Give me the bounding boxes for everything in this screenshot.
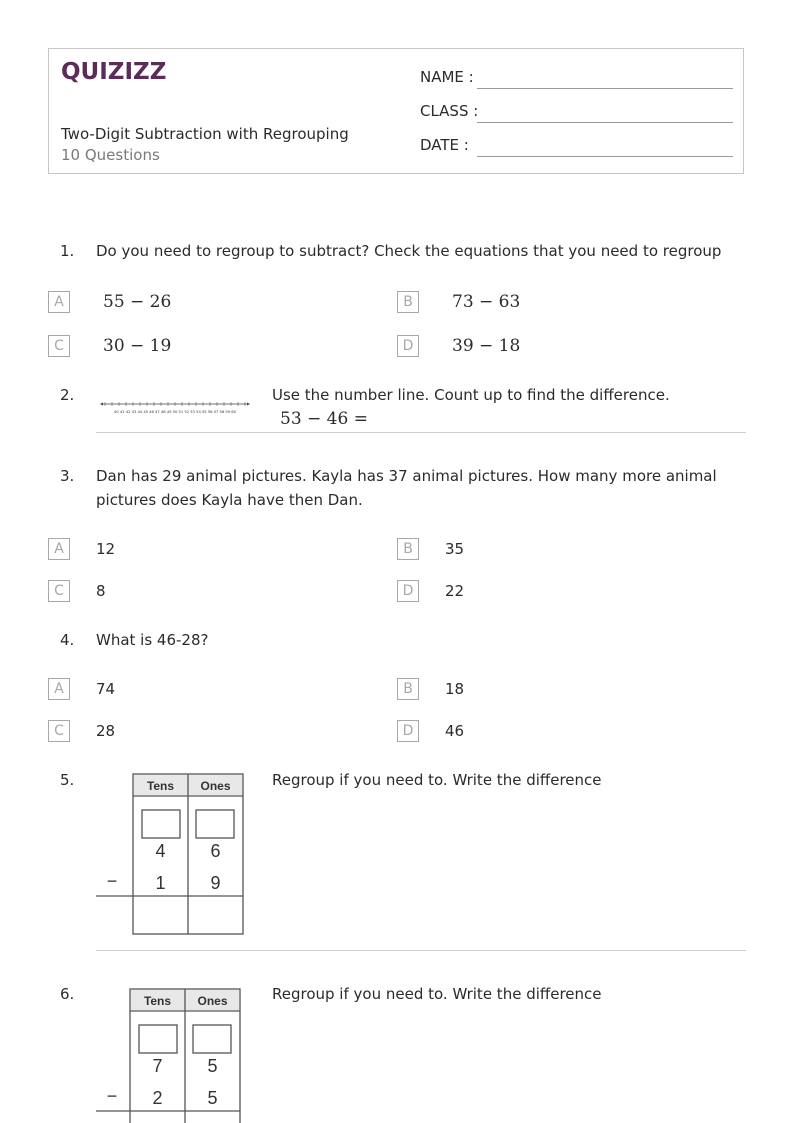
place-value-table bbox=[96, 772, 246, 937]
math-expression: 53 − 46 = bbox=[280, 409, 368, 429]
question-number: 1. bbox=[60, 242, 75, 260]
worksheet-title: Two-Digit Subtraction with Regrouping bbox=[61, 125, 349, 143]
question-text: What is 46-28? bbox=[96, 631, 209, 649]
option-text-d: 22 bbox=[445, 582, 465, 600]
tens-bottom-digit: 1 bbox=[155, 873, 166, 893]
ones-top-digit: 6 bbox=[210, 841, 221, 861]
option-text-d: 46 bbox=[445, 722, 465, 740]
option-box-c[interactable]: C bbox=[48, 720, 70, 742]
number-line-image bbox=[100, 398, 250, 418]
number-line-labels: 40 41 42 43 44 45 46 47 48 49 50 51 52 53 54 55 56 57 58 59 60 bbox=[114, 410, 236, 414]
ones-bottom-digit: 5 bbox=[207, 1088, 218, 1108]
minus-sign: − bbox=[106, 871, 118, 891]
ones-bottom-digit: 9 bbox=[210, 873, 221, 893]
option-text-a: 74 bbox=[96, 680, 116, 698]
minus-sign: − bbox=[106, 1086, 118, 1106]
question-number: 5. bbox=[60, 771, 75, 789]
option-box-d[interactable]: D bbox=[397, 720, 419, 742]
ones-header: Ones bbox=[200, 779, 231, 793]
tens-bottom-digit: 2 bbox=[152, 1088, 163, 1108]
question-text: Use the number line. Count up to find the difference. bbox=[272, 386, 670, 404]
option-box-a[interactable]: A bbox=[48, 538, 70, 560]
option-text-b: 73 − 63 bbox=[452, 292, 521, 312]
class-line[interactable] bbox=[477, 122, 733, 123]
question-text: Regroup if you need to. Write the difference bbox=[272, 771, 602, 789]
tens-top-digit: 4 bbox=[155, 841, 166, 861]
option-text-c: 28 bbox=[96, 722, 116, 740]
option-box-a[interactable]: A bbox=[48, 291, 70, 313]
option-text-d: 39 − 18 bbox=[452, 336, 521, 356]
option-box-d[interactable]: D bbox=[397, 580, 419, 602]
option-box-a[interactable]: A bbox=[48, 678, 70, 700]
place-value-table bbox=[96, 987, 246, 1123]
option-box-c[interactable]: C bbox=[48, 335, 70, 357]
option-box-b[interactable]: B bbox=[397, 538, 419, 560]
question-number: 3. bbox=[60, 467, 75, 485]
tens-header: Tens bbox=[146, 779, 175, 793]
question-text-line2: pictures does Kayla have then Dan. bbox=[96, 491, 363, 509]
question-number: 6. bbox=[60, 985, 75, 1003]
regroup-box-ones[interactable] bbox=[193, 1025, 231, 1053]
option-text-c: 8 bbox=[96, 582, 106, 600]
regroup-box-ones[interactable] bbox=[196, 810, 234, 838]
question-text: Regroup if you need to. Write the difference bbox=[272, 985, 602, 1003]
option-box-d[interactable]: D bbox=[397, 335, 419, 357]
regroup-box-tens[interactable] bbox=[139, 1025, 177, 1053]
class-label: CLASS : bbox=[420, 102, 479, 120]
option-text-c: 30 − 19 bbox=[103, 336, 172, 356]
option-text-a: 55 − 26 bbox=[103, 292, 172, 312]
ones-top-digit: 5 bbox=[207, 1056, 218, 1076]
answer-line[interactable] bbox=[96, 432, 746, 433]
question-text-line1: Dan has 29 animal pictures. Kayla has 37 animal pictures. How many more animal bbox=[96, 467, 717, 485]
regroup-box-tens[interactable] bbox=[142, 810, 180, 838]
option-box-b[interactable]: B bbox=[397, 291, 419, 313]
question-text: Do you need to regroup to subtract? Check the equations that you need to regroup bbox=[96, 242, 722, 260]
date-line[interactable] bbox=[477, 156, 733, 157]
quizizz-logo: QUIZIZZ bbox=[61, 59, 167, 85]
option-text-b: 35 bbox=[445, 540, 465, 558]
option-text-b: 18 bbox=[445, 680, 465, 698]
option-box-b[interactable]: B bbox=[397, 678, 419, 700]
name-line[interactable] bbox=[477, 88, 733, 89]
date-label: DATE : bbox=[420, 136, 469, 154]
ones-header: Ones bbox=[197, 994, 228, 1008]
option-text-a: 12 bbox=[96, 540, 116, 558]
answer-line[interactable] bbox=[96, 950, 746, 951]
name-label: NAME : bbox=[420, 68, 474, 86]
option-box-c[interactable]: C bbox=[48, 580, 70, 602]
question-number: 4. bbox=[60, 631, 75, 649]
question-number: 2. bbox=[60, 386, 75, 404]
question-count: 10 Questions bbox=[61, 146, 160, 164]
tens-header: Tens bbox=[143, 994, 172, 1008]
worksheet-header bbox=[48, 48, 744, 174]
tens-top-digit: 7 bbox=[152, 1056, 163, 1076]
